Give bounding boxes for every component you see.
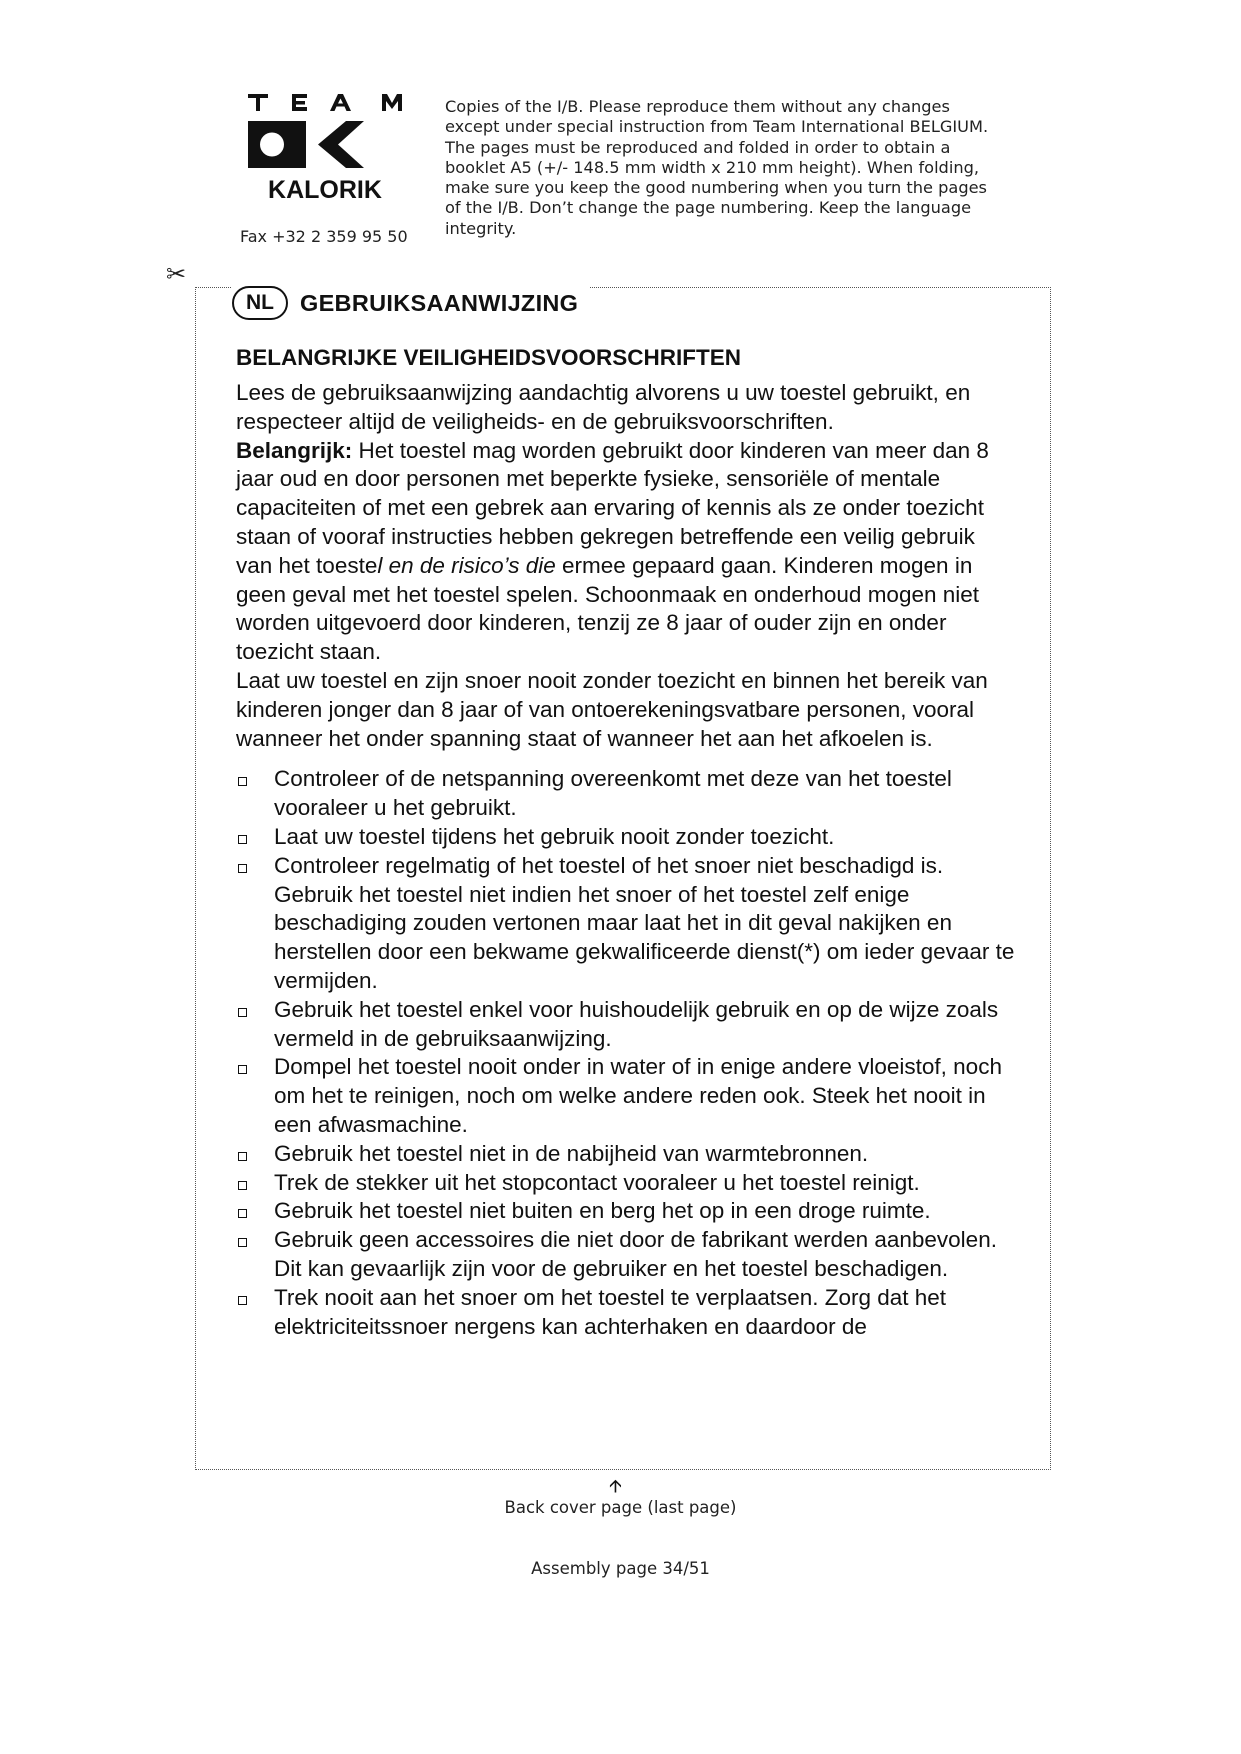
list-item: Gebruik het toestel niet buiten en berg het op in een droge ruimte. <box>236 1197 1016 1226</box>
important-paragraph <box>236 437 1016 667</box>
manual-content <box>236 343 1016 1341</box>
list-item: Trek nooit aan het snoer om het toestel te verplaatsen. Zorg dat het elektriciteitssnoer nergens kan achterhaken en daardoor de <box>236 1284 1016 1342</box>
checkbox-bullet-icon <box>238 1065 247 1074</box>
checkbox-bullet-icon <box>238 1209 247 1218</box>
language-badge: NL <box>232 286 288 320</box>
important-text-2: ermee gepaard gaan. Kinderen mogen in geen geval met het toestel spelen. Schoonmaak en onderhoud mogen niet worden uitgevoerd door kinderen, tenzij ze 8 jaar of ouder zijn en onder toezicht staan. <box>236 552 980 665</box>
list-item: Gebruik het toestel niet in de nabijheid van warmtebronnen. <box>236 1140 1016 1169</box>
team-kalorik-logo <box>246 92 404 204</box>
checkbox-bullet-icon <box>238 1152 247 1161</box>
assembly-page-number: Assembly page 34/51 <box>531 1559 710 1578</box>
list-item: Laat uw toestel tijdens het gebruik nooit zonder toezicht. <box>236 823 1016 852</box>
checkbox-bullet-icon <box>238 777 247 786</box>
section-title <box>232 282 590 324</box>
list-item: Controleer of de netspanning overeenkomt met deze van het toestel vooraleer u het gebruikt. <box>236 765 1016 823</box>
list-item: Gebruik het toestel enkel voor huishoudelijk gebruik en op de wijze zoals vermeld in de gebruiksaanwijzing. <box>236 996 1016 1054</box>
list-item: Dompel het toestel nooit onder in water of in enige andere vloeistof, noch om het te reinigen, noch om welke andere reden ook. Steek het nooit in een afwasmachine. <box>236 1053 1016 1139</box>
checkbox-bullet-icon <box>238 1181 247 1190</box>
checkbox-bullet-icon <box>238 1008 247 1017</box>
manual-title: GEBRUIKSAANWIJZING <box>300 289 579 316</box>
checkbox-bullet-icon <box>238 1238 247 1247</box>
important-label: Belangrijk: <box>236 437 353 463</box>
checkbox-bullet-icon <box>238 835 247 844</box>
important-italic-text: l en de risico’s die <box>377 552 556 578</box>
list-item: Trek de stekker uit het stopcontact vooraleer u het toestel reinigt. <box>236 1169 1016 1198</box>
list-item: Gebruik geen accessoires die niet door de fabrikant werden aanbevolen. Dit kan gevaarlijk zijn voor de gebruiker en het toestel beschadigen. <box>236 1226 1016 1284</box>
safety-heading: BELANGRIJKE VEILIGHEIDSVOORSCHRIFTEN <box>236 345 742 370</box>
safety-list <box>236 765 1016 1341</box>
arrow-up-icon: 🡩 <box>609 1476 622 1497</box>
svg-text:KALORIK: KALORIK <box>268 176 382 204</box>
fax-number: Fax +32 2 359 95 50 <box>240 227 408 246</box>
reproduction-instructions: Copies of the I/B. Please reproduce them without any changes except under special instruction from Team International BELGIUM. The pages must be reproduced and folded in order to obtain a booklet A5 (+/- 148.5 mm width x 210 mm height). When folding, make sure you keep the good numbering when you turn the pages of the I/B. Don’t change the page numbering. Keep the language integrity. <box>445 97 989 238</box>
scissors-icon: ✂ <box>166 260 187 288</box>
important-text-1: Het toestel mag worden gebruikt door kinderen van meer dan 8 jaar oud en door personen met beperkte fysieke, sensoriële of mentale capaciteiten of met een gebrek aan ervaring of kennis als ze onder toezicht staan of vooraf instructies hebben gekregen betreffende een veilig gebruik van het toeste <box>236 437 989 578</box>
supervision-paragraph: Laat uw toestel en zijn snoer nooit zonder toezicht en binnen het bereik van kinderen jonger dan 8 jaar of van ontoerekeningsvatbare personen, vooral wanneer het onder spanning staat of wanneer het aan het afkoelen is. <box>236 667 988 751</box>
list-item: Controleer regelmatig of het toestel of het snoer niet beschadigd is. Gebruik het toestel niet indien het snoer of het toestel zelf enige beschadiging zouden vertonen maar laat het in dit geval nakijken en herstellen door een bekwame gekwalificeerde dienst(*) om ieder gevaar te vermijden. <box>236 852 1016 996</box>
intro-paragraph: Lees de gebruiksaanwijzing aandachtig alvorens u uw toestel gebruikt, en respecteer altijd de veiligheids- en de gebruiksvoorschriften. <box>236 380 971 434</box>
checkbox-bullet-icon <box>238 1296 247 1305</box>
back-cover-label: Back cover page (last page) <box>504 1498 737 1517</box>
checkbox-bullet-icon <box>238 864 247 873</box>
